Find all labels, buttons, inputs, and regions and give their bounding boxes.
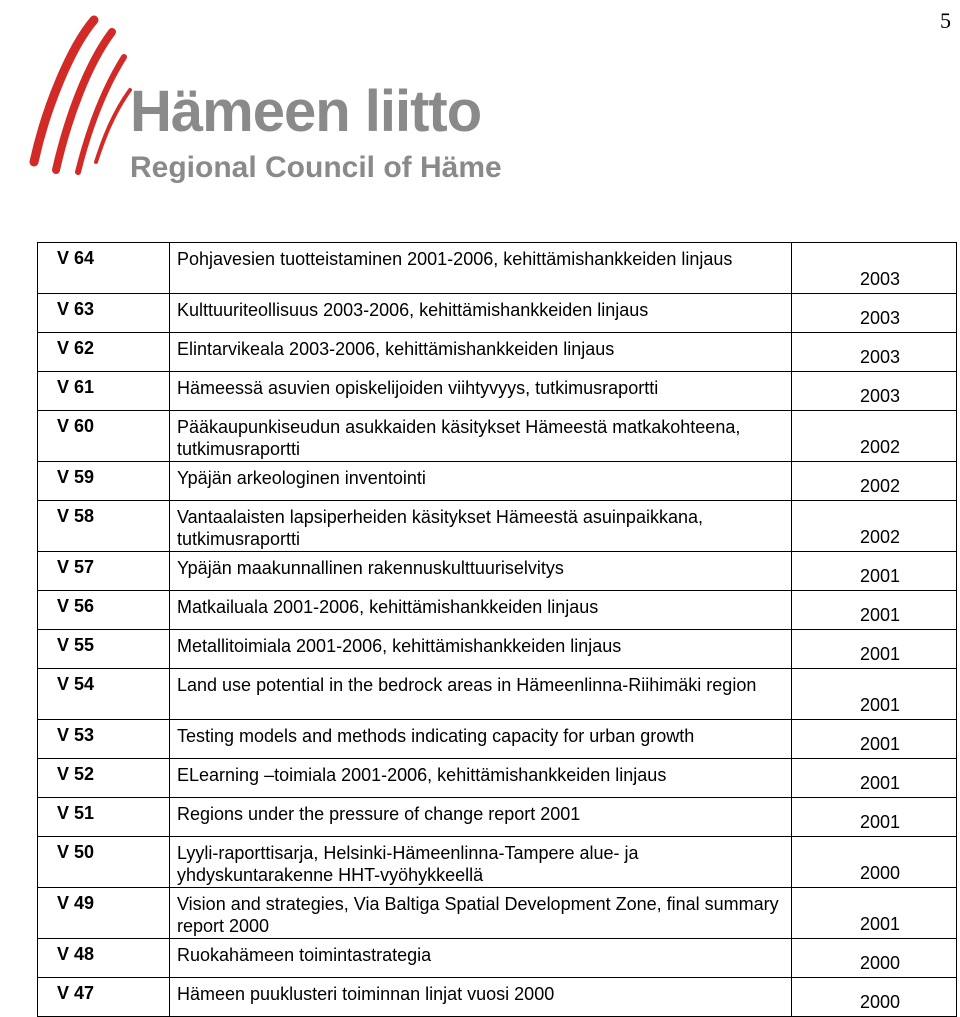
publication-year: 2001	[792, 630, 957, 669]
publication-title: Ypäjän maakunnallinen rakennuskulttuuriselvitys	[170, 552, 792, 591]
publication-year: 2000	[792, 939, 957, 978]
hameen-liitto-logo	[26, 12, 502, 192]
publication-code: V 61	[38, 372, 170, 411]
table-row	[38, 669, 957, 720]
publication-year: 2002	[792, 411, 957, 462]
table-row	[38, 333, 957, 372]
table-row	[38, 372, 957, 411]
page-number: 5	[940, 8, 951, 33]
logo-title: Hämeen liitto	[130, 79, 482, 144]
publication-code: V 60	[38, 411, 170, 462]
publication-year: 2001	[792, 669, 957, 720]
publication-title: Hämeen puuklusteri toiminnan linjat vuosi 2000	[170, 978, 792, 1017]
publication-code: V 57	[38, 552, 170, 591]
table-row	[38, 411, 957, 462]
table-row	[38, 630, 957, 669]
table-row	[38, 837, 957, 888]
publication-title: Vision and strategies, Via Baltiga Spatial Development Zone, final summary report 2000	[170, 888, 792, 939]
publication-title: Elintarvikeala 2003-2006, kehittämishankkeiden linjaus	[170, 333, 792, 372]
publication-title: Kulttuuriteollisuus 2003-2006, kehittämishankkeiden linjaus	[170, 294, 792, 333]
publication-title: Metallitoimiala 2001-2006, kehittämishankkeiden linjaus	[170, 630, 792, 669]
publication-code: V 58	[38, 501, 170, 552]
publication-code: V 53	[38, 720, 170, 759]
table-row	[38, 759, 957, 798]
table-row	[38, 462, 957, 501]
publication-title: Ypäjän arkeologinen inventointi	[170, 462, 792, 501]
publication-code: V 63	[38, 294, 170, 333]
publication-title: Testing models and methods indicating capacity for urban growth	[170, 720, 792, 759]
publication-year: 2000	[792, 837, 957, 888]
publication-title: Matkailuala 2001-2006, kehittämishankkeiden linjaus	[170, 591, 792, 630]
table-row	[38, 243, 957, 294]
publication-code: V 47	[38, 978, 170, 1017]
publication-year: 2001	[792, 720, 957, 759]
publication-year: 2001	[792, 759, 957, 798]
publication-year: 2001	[792, 888, 957, 939]
table-row	[38, 591, 957, 630]
publication-code: V 56	[38, 591, 170, 630]
publication-title: Vantaalaisten lapsiperheiden käsitykset Hämeestä asuinpaikkana, tutkimusraportti	[170, 501, 792, 552]
publication-year: 2001	[792, 798, 957, 837]
publication-title: Lyyli-raporttisarja, Helsinki-Hämeenlinna-Tampere alue- ja yhdyskuntarakenne HHT-vyöhykkeellä	[170, 837, 792, 888]
publication-title: Pohjavesien tuotteistaminen 2001-2006, kehittämishankkeiden linjaus	[170, 243, 792, 294]
publication-code: V 59	[38, 462, 170, 501]
publication-year: 2002	[792, 462, 957, 501]
publication-title: ELearning –toimiala 2001-2006, kehittämishankkeiden linjaus	[170, 759, 792, 798]
publication-code: V 54	[38, 669, 170, 720]
publication-year: 2003	[792, 333, 957, 372]
publication-year: 2001	[792, 552, 957, 591]
publication-code: V 55	[38, 630, 170, 669]
publication-year: 2002	[792, 501, 957, 552]
publication-code: V 64	[38, 243, 170, 294]
publication-code: V 48	[38, 939, 170, 978]
table-row	[38, 978, 957, 1017]
table-row	[38, 720, 957, 759]
logo-swoosh-icon	[26, 12, 136, 182]
table-row	[38, 294, 957, 333]
publication-code: V 50	[38, 837, 170, 888]
publication-title: Regions under the pressure of change report 2001	[170, 798, 792, 837]
publication-year: 2001	[792, 591, 957, 630]
table-row	[38, 888, 957, 939]
publication-code: V 49	[38, 888, 170, 939]
publication-title: Hämeessä asuvien opiskelijoiden viihtyvyys, tutkimusraportti	[170, 372, 792, 411]
publication-year: 2000	[792, 978, 957, 1017]
publications-table	[37, 242, 957, 1017]
publication-year: 2003	[792, 372, 957, 411]
publication-code: V 62	[38, 333, 170, 372]
publication-year: 2003	[792, 294, 957, 333]
publication-code: V 52	[38, 759, 170, 798]
logo-subtitle: Regional Council of Häme	[130, 151, 502, 184]
table-row	[38, 939, 957, 978]
publication-title: Ruokahämeen toimintastrategia	[170, 939, 792, 978]
table-row	[38, 798, 957, 837]
publication-title: Pääkaupunkiseudun asukkaiden käsitykset Hämeestä matkakohteena, tutkimusraportti	[170, 411, 792, 462]
table-row	[38, 552, 957, 591]
publication-title: Land use potential in the bedrock areas in Hämeenlinna-Riihimäki region	[170, 669, 792, 720]
publication-year: 2003	[792, 243, 957, 294]
table-row	[38, 501, 957, 552]
publication-code: V 51	[38, 798, 170, 837]
